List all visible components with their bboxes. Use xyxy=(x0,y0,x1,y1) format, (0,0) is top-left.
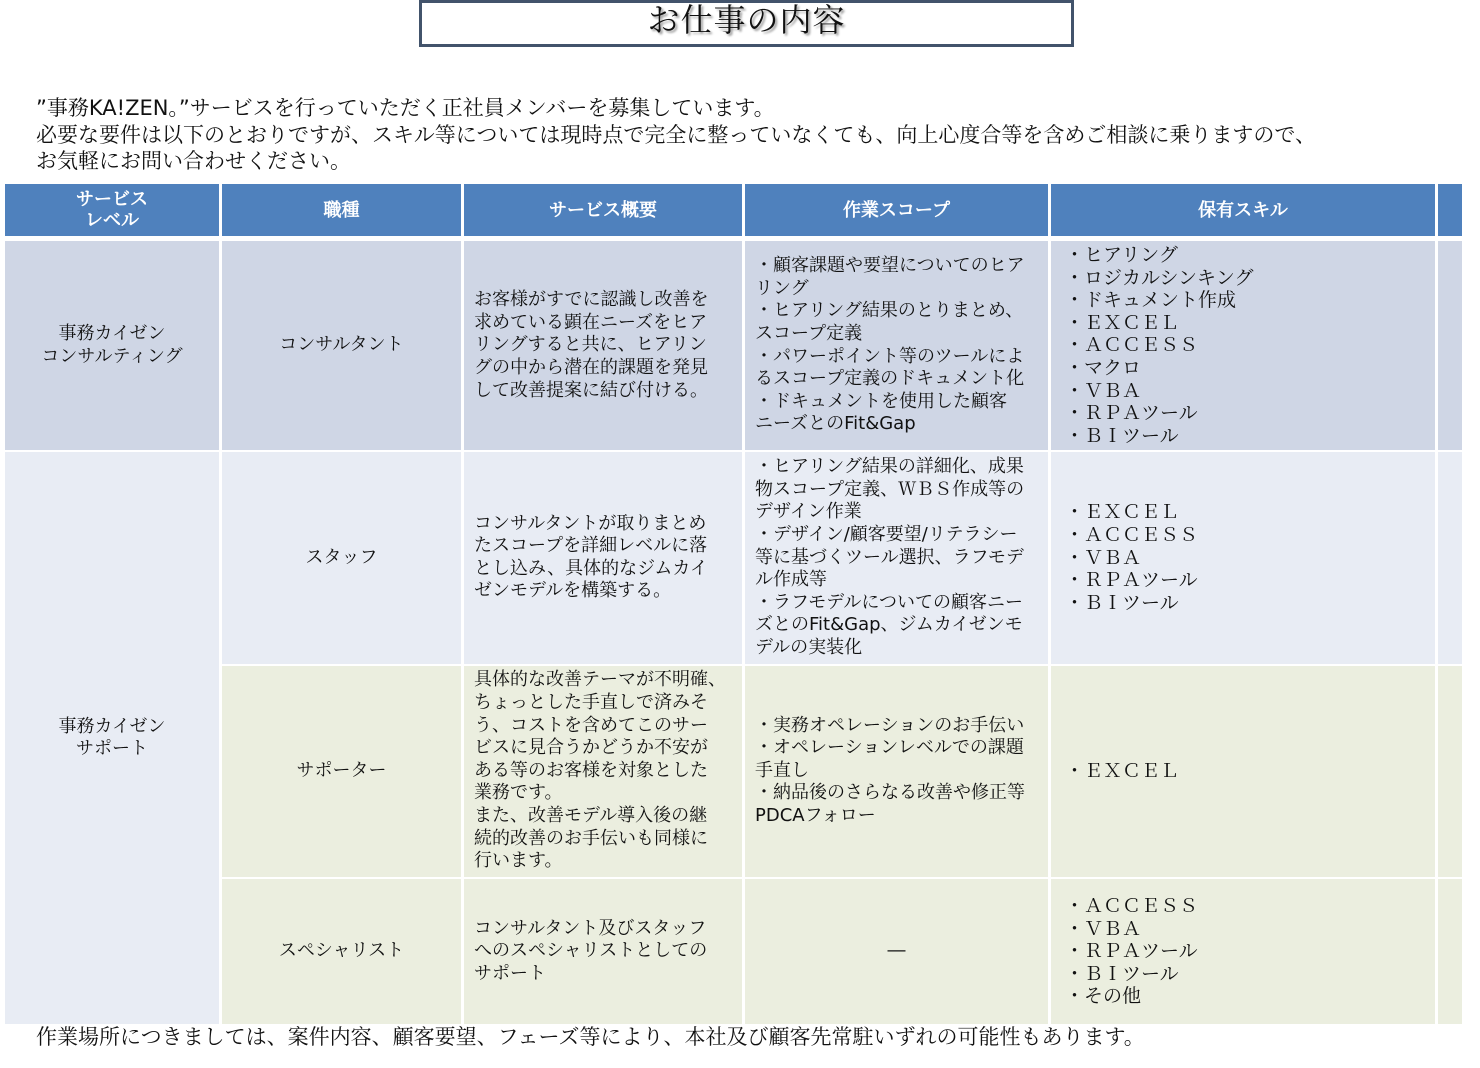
service-level-consulting: 事務カイゼン コンサルティング xyxy=(5,241,219,452)
row-spacer xyxy=(1438,452,1462,665)
job-name: コンサルタント xyxy=(222,241,461,452)
footer-note: 作業場所につきましては、案件内容、顧客要望、フェーズ等により、本社及び顧客先常駐いずれの可能性もあります。 xyxy=(36,1025,1145,1049)
table-row xyxy=(5,452,1462,665)
job-name: スペシャリスト xyxy=(222,879,461,1026)
row-spacer xyxy=(1438,241,1462,452)
header-summary: サービス概要 xyxy=(464,184,742,241)
service-summary: お客様がすでに認識し改善を 求めている顕在ニーズをヒア リングすると共に、ヒアリン グの中から潜在的課題を発見 して改善提案に結び付ける。 xyxy=(464,241,742,452)
page-title: お仕事の内容 xyxy=(647,0,846,39)
table-row xyxy=(5,879,1462,1026)
row-spacer xyxy=(1438,666,1462,879)
work-scope: ・ヒアリング結果の詳細化、成果 物スコープ定義、ＷＢＳ作成等の デザイン作業 ・デザイン/顧客要望/リテラシー 等に基づくツール選択、ラフモデ ル作成等 ・ラフモデルについての顧客ニー ズとのFit&Gap、ジムカイゼンモ デルの実装化 xyxy=(745,452,1048,665)
work-scope: ・顧客課題や要望についてのヒア リング ・ヒアリング結果のとりまとめ、 スコープ定義 ・パワーポイント等のツールによ るスコープ定義のドキュメント化 ・ドキュメントを使用した顧客 ニーズとのFit&Gap xyxy=(745,241,1048,452)
job-table xyxy=(2,184,1465,1026)
header-scope: 作業スコープ xyxy=(745,184,1048,241)
row-spacer xyxy=(1438,879,1462,1026)
required-skills: ・ＡＣＣＥＳＳ ・ＶＢＡ ・ＲＰＡツール ・ＢＩツール ・その他 xyxy=(1051,879,1435,1026)
intro-line: ”事務KA!ZEN。”サービスを行っていただく正社員メンバーを募集しています。 xyxy=(36,96,775,120)
page-title-box xyxy=(419,0,1074,47)
job-name: サポーター xyxy=(222,666,461,879)
service-summary: コンサルタント及びスタッフ へのスペシャリストとしての サポート xyxy=(464,879,742,1026)
service-summary: コンサルタントが取りまとめ たスコープを詳細レベルに落 とし込み、具体的なジムカイ ゼンモデルを構築する。 xyxy=(464,452,742,665)
intro-line: お気軽にお問い合わせください。 xyxy=(36,149,351,173)
table-row xyxy=(5,666,1462,879)
job-name: スタッフ xyxy=(222,452,461,665)
required-skills: ・ＥＸＣＥＬ xyxy=(1051,666,1435,879)
required-skills: ・ＥＸＣＥＬ ・ＡＣＣＥＳＳ ・ＶＢＡ ・ＲＰＡツール ・ＢＩツール xyxy=(1051,452,1435,665)
header-spacer xyxy=(1438,184,1462,241)
service-summary: 具体的な改善テーマが不明確、 ちょっとした手直しで済みそ う、コストを含めてこのサー ビスに見合うかどうか不安が ある等のお客様を対象とした 業務です。 また、改善モデル導入後の継 続的改善のお手伝いも同様に 行います。 xyxy=(464,666,742,879)
work-scope: ・実務オペレーションのお手伝い ・オペレーションレベルでの課題 手直し ・納品後のさらなる改善や修正等 PDCAフォロー xyxy=(745,666,1048,879)
work-scope: ― xyxy=(745,879,1048,1026)
table-row xyxy=(5,241,1462,452)
intro-text xyxy=(36,95,1456,175)
header-job: 職種 xyxy=(222,184,461,241)
required-skills: ・ヒアリング ・ロジカルシンキング ・ドキュメント作成 ・ＥＸＣＥＬ ・ＡＣＣＥＳＳ ・マクロ ・ＶＢＡ ・ＲＰＡツール ・ＢＩツール xyxy=(1051,241,1435,452)
table-header-row xyxy=(5,184,1462,241)
header-service-level: サービス レベル xyxy=(5,184,219,241)
header-skills: 保有スキル xyxy=(1051,184,1435,241)
intro-line: 必要な要件は以下のとおりですが、スキル等については現時点で完全に整っていなくても、向上心度合等を含めご相談に乗りますので、 xyxy=(36,122,1316,147)
service-level-support: 事務カイゼン サポート xyxy=(5,452,219,1026)
